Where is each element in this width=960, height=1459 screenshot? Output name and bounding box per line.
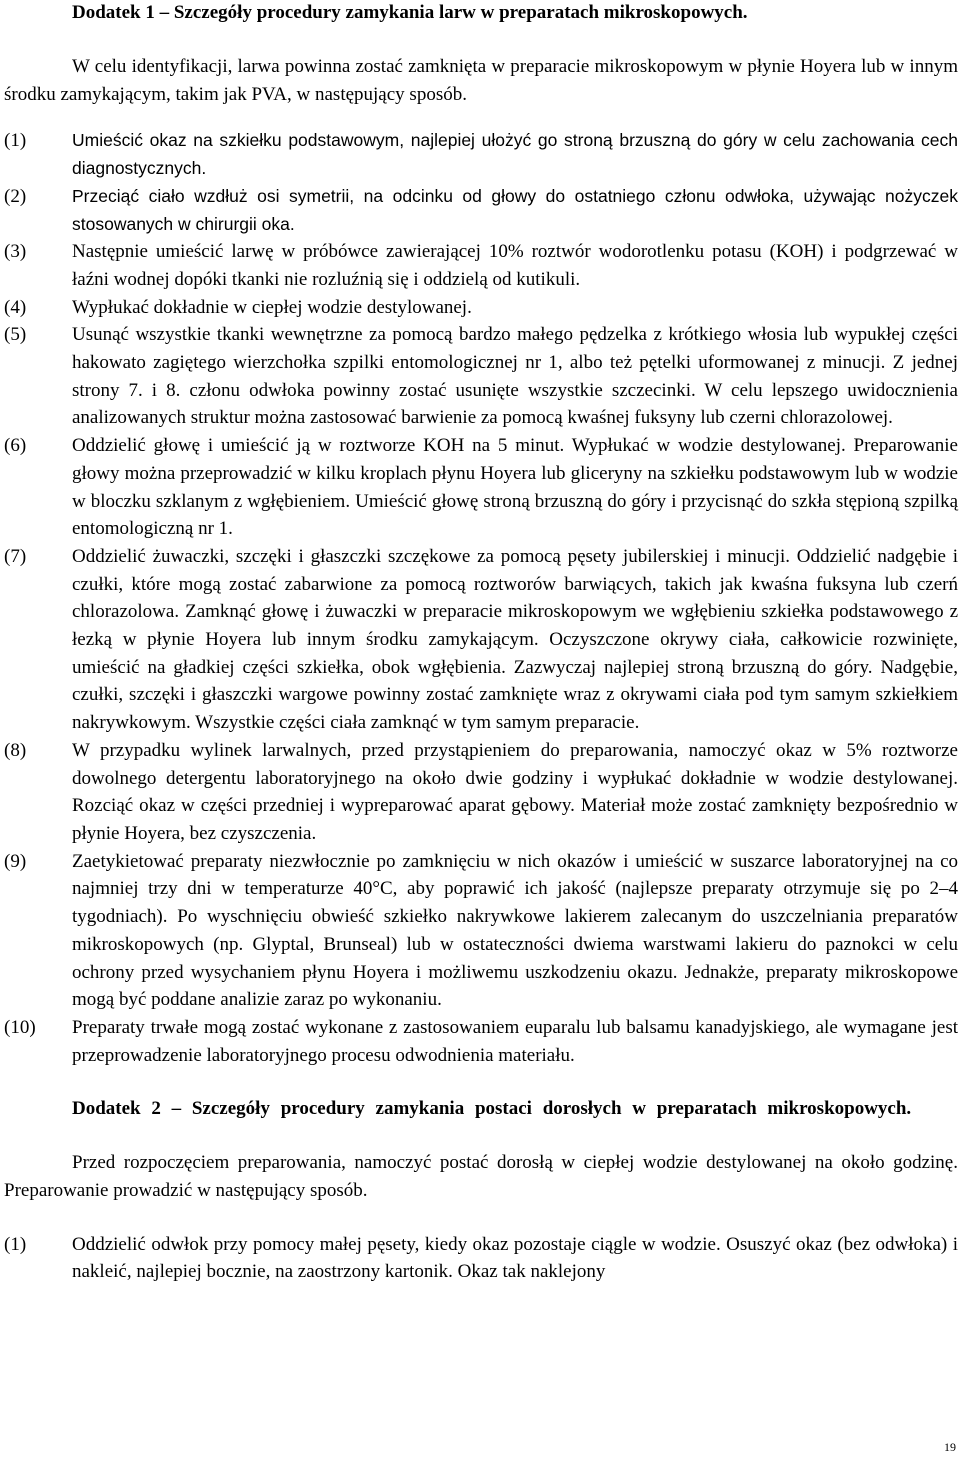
list-item [4, 294, 958, 322]
item-text: Następnie umieścić larwę w próbówce zawierającej 10% roztwór wodorotlenku potasu (KOH) i podgrzewać w łaźni wodnej dopóki tkanki nie rozluźnią się i oddzielą od kutikuli. [72, 241, 958, 290]
item-text: Zaetykietować preparaty niezwłocznie po zamknięciu w nich okazów i umieścić w suszarce laboratoryjnej na co najmniej trzy dni w temperaturze 40°C, aby poprawić ich jakość (najlepsze preparaty otrzymuje się po 2–4 tygodniach). Po wyschnięciu obwieść szkiełko nakrywkowe lakierem zalecanym do uszczelniania preparatów mikroskopowych (np. Glyptal, Brunseal) lub w ostateczności dwiema warstwami lakieru do paznokci w celu ochrony przed wysychaniem płynu Hoyera i możliwemu uszkodzeniu okazu. Jednakże, preparaty mikroskopowe mogą być poddane analizie zaraz po wykonaniu. [72, 850, 958, 1011]
appendix2-intro: Przed rozpoczęciem preparowania, namoczyć postać dorosłą w ciepłej wodzie destylowanej na około godzinę. Preparowanie prowadzić w następujący sposób. [4, 1152, 958, 1202]
item-number: (10) [4, 1016, 36, 1038]
document-page [4, 0, 958, 1286]
item-text: Usunąć wszystkie tkanki wewnętrzne za pomocą bardzo małego pędzelka z krótkiego włosia lub wypukłej części hakowato zagiętego wierzchołka szpilki entomologicznej nr 1, albo też pętelki uformowanej z minucji. Z jednej strony 7. i 8. członu odwłoka powinny zostać usunięte wszystkie szczecinki. W celu lepszego uwidocznienia analizowanych struktur można zastosować barwienie za pomocą kwaśnej fuksyny lub czerni chlorazolowej. [72, 324, 958, 429]
item-number: (5) [4, 324, 27, 346]
list-item [4, 238, 958, 293]
list-item [4, 1014, 958, 1069]
item-number: (1) [4, 130, 27, 152]
list-item [4, 432, 958, 543]
item-text: Preparaty trwałe mogą zostać wykonane z zastosowaniem euparalu lub balsamu kanadyjskiego, ale wymagane jest przeprowadzenie laboratoryjnego procesu odwodnienia materiału. [72, 1016, 958, 1066]
appendix2-heading: Dodatek 2 – Szczegóły procedury zamykania postaci dorosłych w preparatach mikroskopowych. [72, 1098, 912, 1120]
item-number: (3) [4, 241, 27, 263]
list-item [4, 183, 958, 238]
item-text: Oddzielić odwłok przy pomocy małej pęsety, kiedy okaz pozostaje ciągle w wodzie. Osuszyć okaz (bez odwłoka) i nakleić, najlepiej bocznie, na zaostrzony kartonik. Okaz tak naklejony [72, 1233, 958, 1283]
item-text: Oddzielić żuwaczki, szczęki i głaszczki szczękowe za pomocą pęsety jubilerskiej i minucji. Oddzielić nadgębie i czułki, które mogą zostać zabarwione za pomocą roztworów barwiących, takich jak kwaśna fuksyna lub czerń chlorazolowa. Zamknąć głowę i żuwaczki w preparacie mikroskopowym we wgłębieniu szkiełka podstawowego z łezką w płynie Hoyera lub innym środku zamykającym. Oczyszczone okrywy ciała, całkowicie rozwinięte, umieścić na gładkiej części szkiełka, obok wgłębienia. Zazwyczaj najlepiej stroną brzuszną do góry. Nadgębie, czułki, szczęki i głaszczki wargowe powinny zostać zamknięte wraz z okrywami ciała pod tym samym szkiełkiem nakrywkowym. Wszystkie części ciała zamknąć w tym samym preparacie. [72, 545, 958, 734]
item-number: (2) [4, 185, 27, 207]
item-number: (1) [4, 1233, 27, 1255]
list-item [4, 737, 958, 848]
item-text: W przypadku wylinek larwalnych, przed przystąpieniem do preparowania, namoczyć okaz w 5% roztworze dowolnego detergentu laboratoryjnego na około dwie godziny i wypłukać dokładnie w wodzie destylowanej. Rozciąć okaz w części przedniej i wypreparować aparat gębowy. Materiał może zostać zamknięty bezpośrednio w płynie Hoyera, bez czyszczenia. [72, 739, 958, 844]
item-number: (9) [4, 850, 27, 872]
list-item [4, 321, 958, 432]
appendix1-list [4, 127, 958, 1069]
item-text: Wypłukać dokładnie w ciepłej wodzie destylowanej. [72, 296, 472, 318]
item-text: Oddzielić głowę i umieścić ją w roztworze KOH na 5 minut. Wypłukać w wodzie destylowanej. Preparowanie głowy można przeprowadzić w kilku kroplach płynu Hoyera lub gliceryny na szkiełku podstawowym lub w wodzie w bloczku szklanym z wgłębieniem. Umieścić głowę stroną brzuszną do góry i przycisnąć do szkła stępioną szpilką entomologiczną nr 1. [72, 435, 958, 540]
appendix2-list [4, 1231, 958, 1286]
item-number: (6) [4, 435, 27, 457]
page-number: 19 [944, 1440, 956, 1454]
item-number: (8) [4, 739, 27, 761]
item-text: Umieścić okaz na szkiełku podstawowym, najlepiej ułożyć go stroną brzuszną do góry w celu zachowania cech diagnostycznych. [72, 130, 958, 179]
list-item [4, 1231, 958, 1286]
list-item [4, 848, 958, 1014]
appendix1-heading: Dodatek 1 – Szczegóły procedury zamykania larw w preparatach mikroskopowych. [72, 2, 748, 23]
item-number: (4) [4, 296, 27, 318]
item-number: (7) [4, 545, 27, 567]
appendix1-intro: W celu identyfikacji, larwa powinna zostać zamknięta w preparacie mikroskopowym w płynie Hoyera lub w innym środku zamykającym, takim jak PVA, w następujący sposób. [4, 56, 958, 105]
list-item [4, 127, 958, 182]
item-text: Przeciąć ciało wzdłuż osi symetrii, na odcinku od głowy do ostatniego członu odwłoka, używając nożyczek stosowanych w chirurgii oka. [72, 185, 958, 234]
list-item [4, 543, 958, 737]
